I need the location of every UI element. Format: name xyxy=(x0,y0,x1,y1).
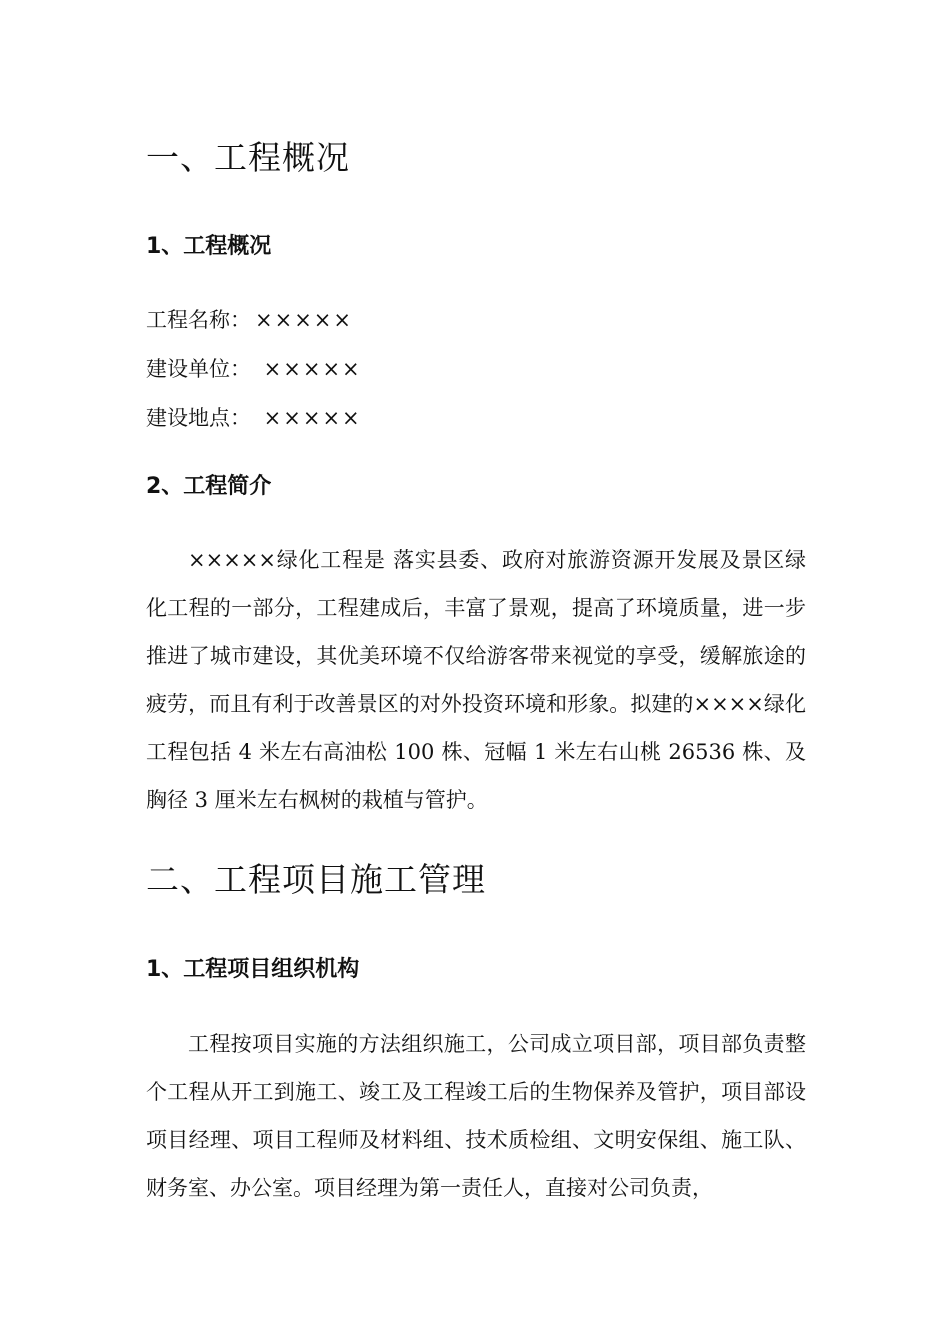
introduction-paragraph: ×××××绿化工程是 落实县委、政府对旅游资源开发展及景区绿化工程的一部分，工程建成后，丰富了景观，提高了环境质量，进一步推进了城市建设，其优美环境不仅给游客带来视觉的享受，缓解旅途的疲劳，而且有利于改善景区的对外投资环境和形象。拟建的××××绿化工程包括 4 米左右高油松 100 株、冠幅 1 米左右山桃 26536 株、及胸径 3 厘米左右枫树的栽植与管护。 xyxy=(146,548,806,812)
field-value: ××××× xyxy=(255,308,353,332)
field-project-name xyxy=(146,305,353,335)
subheading-organization: 1、工程项目组织机构 xyxy=(146,957,360,982)
field-label: 建设地点： xyxy=(146,406,251,430)
field-construction-site xyxy=(146,403,362,433)
field-value: ××××× xyxy=(255,406,362,430)
subheading-overview: 1、工程概况 xyxy=(146,234,272,259)
subheading-introduction: 2、工程简介 xyxy=(146,474,272,499)
section-heading-management: 二、工程项目施工管理 xyxy=(146,860,486,899)
field-label: 建设单位： xyxy=(146,357,251,381)
section-heading-overview: 一、工程概况 xyxy=(146,138,350,177)
organization-paragraph: 工程按项目实施的方法组织施工，公司成立项目部，项目部负责整个工程从开工到施工、竣工及工程竣工后的生物保养及管护，项目部设项目经理、项目工程师及材料组、技术质检组、文明安保组、施工队、财务室、办公室。项目经理为第一责任人，直接对公司负责， xyxy=(146,1032,806,1200)
field-value: ××××× xyxy=(255,357,362,381)
field-construction-unit xyxy=(146,354,362,384)
field-label: 工程名称： xyxy=(146,308,251,332)
